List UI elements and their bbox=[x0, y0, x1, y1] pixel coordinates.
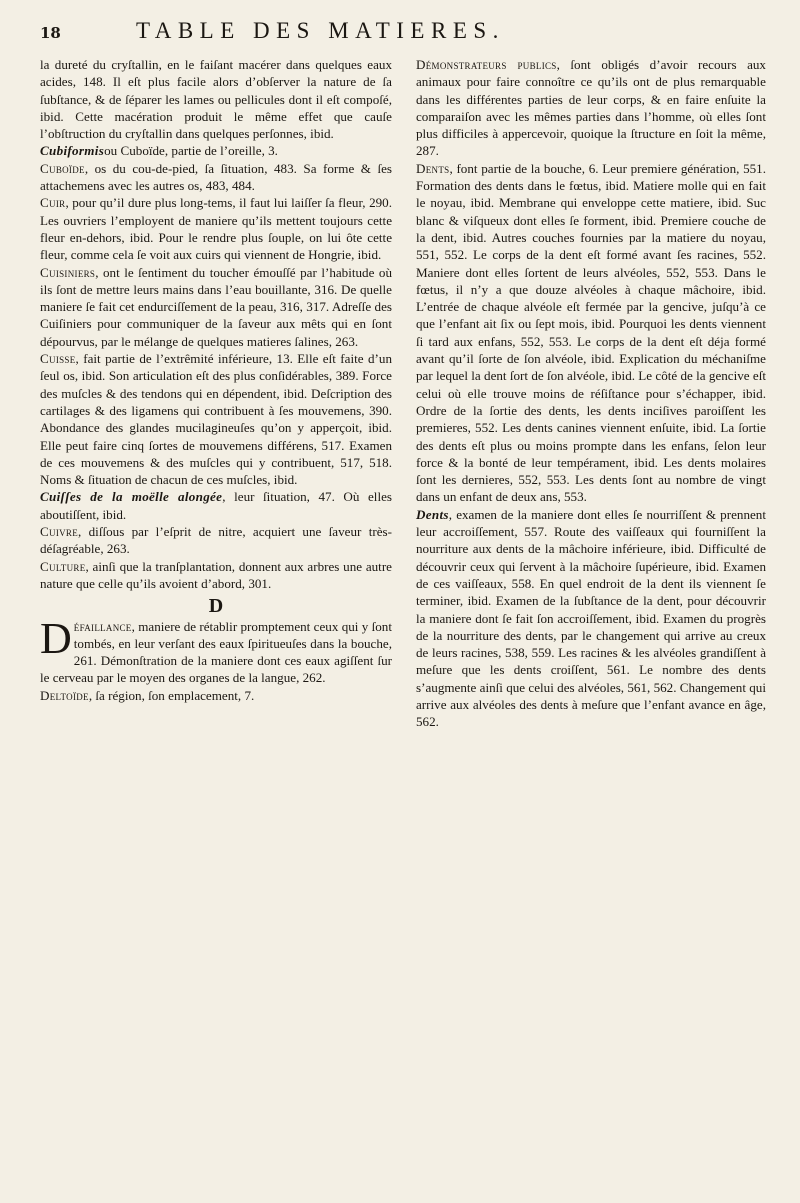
entry-heading: Cuiſſes de la moëlle alongée bbox=[40, 489, 223, 505]
entry-text: , diſſous par l’eſprit de nitre, acquiert une ſaveur très-déſagréable, 263. bbox=[40, 524, 392, 557]
entry-heading: Cuivre bbox=[40, 524, 79, 540]
entry-text: , os du cou-de-pied, ſa ſituation, 483. Sa forme & ſes attachemens avec les autres os, 483, 484. bbox=[40, 160, 392, 194]
entry-text: , leur ſituation, 47. Où elles aboutiſſent, ibid. bbox=[40, 489, 392, 522]
index-entry-dropcap bbox=[40, 613, 392, 687]
entry-heading: Démonstrateurs publics bbox=[416, 57, 557, 72]
section-letter: D bbox=[208, 595, 224, 618]
entry-heading: Dents bbox=[416, 506, 449, 522]
entry-text: ou Cuboïde, partie de l’oreille, 3. bbox=[104, 143, 278, 159]
index-entry bbox=[40, 56, 392, 142]
index-entry bbox=[416, 506, 766, 731]
entry-heading: Culture bbox=[40, 558, 86, 574]
entry-text: , fait partie de l’extrêmité inférieure, 13. Elle eſt faite d’un ſeul os, ibid. Son articulation eſt des plus conſidérables, 389. Force des muſcles & des tendons qui en dépendent, ibid. Deſcription des cartilages & des ligamens qui contribuent à ſes mouvemens, 390. Abondance des glandes mucilagineuſes qu’on y apperçoit, ibid. Elle peut faire cinq ſortes de mouvemens différens, 517. Examen de ces mouvemens & des muſcles qui y contribuent, 517, 518. Noms & ſituation de chacun de ces muſcles, ibid. bbox=[40, 351, 392, 488]
page-number: 18 bbox=[40, 24, 61, 42]
entry-text: , maniere de rétablir promptement ceux qui y ſont tombés, en leur verſant des eaux ſpiritueuſes dans la bouche, 261. Démonſtration de la maniere dont ces eaux agiſſent ſur le cerveau par le moyen des organes de la langue, 262. bbox=[40, 618, 392, 686]
entry-text: , examen de la maniere dont elles ſe nourriſſent & prennent leur accroiſſement, 557. Route des vaiſſeaux qui fourniſſent la nourriture aux dents de la mâchoire inférieure, ibid. Difficulté de découvrir ceux qui ſervent à la mâchoire ſupérieure, ibid. Examen de ces vaiſſeaux, 558. En quel endroit de la dent ils viennent ſe terminer, ibid. Examen de la ſubſtance de la dent, pour découvrir la maniere dont ſe fait ſon accroiſſement, ibid. Examen du progrès de la nourriture des dents, par le changement qui arrive au creux de leurs racines, 538, 559. Les racines & les alvéoles grandiſſent à meſure que les dents croiſſent, 561. Le nombre des dents s’augmente ainſi que celui des alvéoles, 561, 562. Changement qui arrive aux alvéoles des dents à meſure que l’enfant avance en âge, 562. bbox=[416, 506, 766, 730]
entry-text: , ainſi que la tranſplantation, donnent aux arbres une autre nature que celle qu’ils avoient d’abord, 301. bbox=[40, 558, 392, 591]
entry-heading: Dents bbox=[416, 160, 450, 176]
index-entry bbox=[416, 160, 766, 506]
entry-heading: éfaillance bbox=[73, 618, 132, 634]
right-column bbox=[416, 56, 766, 731]
index-entry bbox=[40, 488, 392, 523]
entry-heading: Cuisse bbox=[40, 351, 76, 367]
left-column bbox=[40, 56, 392, 704]
entry-heading: Deltoïde bbox=[40, 687, 89, 703]
entry-heading: Cubiformis bbox=[40, 143, 105, 159]
drop-cap: D bbox=[40, 613, 72, 663]
entry-heading: Cuboïde bbox=[40, 160, 85, 176]
index-entry bbox=[40, 523, 392, 558]
index-entry bbox=[40, 142, 392, 159]
entry-text: , pour qu’il dure plus long-tems, il faut lui laiſſer ſa fleur, 290. Les ouvriers l’employent de maniere qu’ils mettent toujours cette fleur en-dehors, ibid. Pour le rendre plus ſouple, on lui ôte cette fleur, comme cela ſe voit aux cuirs qui viennent de Hongrie, ibid. bbox=[40, 195, 392, 263]
index-entry bbox=[40, 264, 392, 350]
entry-text: , font partie de la bouche, 6. Leur premiere génération, 551. Formation des dents dans le fœtus, ibid. Matiere molle qui en fait le noyau, ibid. Membrane qui enveloppe cette matiere, ibid. Suc blanc & viſqueux dont elles ſe forment, ibid. Premiere couche de la dent, ibid. Autres couches fournies par la matiere du noyau, 551, 552. Le corps de la dent eſt formé avant ſes racines, 552. Maniere dont elles ſortent de leurs alvéoles, 552, 553. Dans le fœtus, il n’y a que douze alvéoles à chaque mâchoire, ibid. L’entrée de chaque alvéole eſt fermée par la gencive, juſqu’à ce que l’enfant ait ſix ou ſept mois, ibid. Pourquoi les dents viennent ſi tard aux enfans, 552, 553. Le corps de la dent eſt déja formé avant qu’il ſorte de ſon alvéole, ibid. Explication du méchaniſme par lequel la dent ſort de ſon alvéole, ibid. Le côté de la gencive eſt celui où elle trouve moins de réſiſtance pour s’échapper, ibid. Ordre de la ſortie des dents, les dents inciſives paroiſſent les premieres, 552. Les dents canines viennent enſuite, ibid. La ſortie des dents eſt plus ou moins prompte dans les enfans, ſelon leur force & la bonté de leur tempérament, ibid. Les dents molaires ſont les dernieres, 552, 553. Les dents ſont au nombre de vingt dans un enfant de deux ans, 553. bbox=[416, 160, 766, 505]
entry-text: , ont le ſentiment du toucher émouſſé par l’habitude où ils ſont de mettre leurs mains dans l’eau bouillante, 316. De quelle maniere ſe fait cet endurciſſement de la peau, 316, 317. Adreſſe des Cuiſiniers pour communiquer de la ſaveur aux mêts qui en ſont dépourvus, par le mélange de quelques matieres ſalines, 263. bbox=[40, 264, 392, 349]
index-entry bbox=[416, 56, 766, 160]
index-entry bbox=[40, 687, 392, 704]
running-title: TABLE DES MATIERES. bbox=[136, 18, 505, 43]
entry-text: , ſont obligés d’avoir recours aux animaux pour faire connoître ce qu’ils ont de plus remarquable dans les différentes parties de leur corps, & en faire enſuite la comparaiſon avec les mêmes parties dans l’homme, où elles ſont plus difficiles à appercevoir, quoique la ſtructure en ſoit la même, 287. bbox=[416, 57, 766, 159]
entry-heading: Cuisiniers bbox=[40, 264, 96, 280]
entry-text: , ſa région, ſon emplacement, 7. bbox=[88, 687, 255, 703]
entry-heading: Cuir bbox=[40, 195, 66, 211]
index-entry bbox=[40, 558, 392, 593]
entry-text: la dureté du cryſtallin, en le faiſant macérer dans quelques eaux acides, 148. Il eſt plus facile alors d’obſerver la nature de ſa ſubſtance, & de ſéparer les lames ou pellicules dont il eſt compoſé, ibid. Cette macération produit le même effet que cauſe l’obſtruction du cryſtallin dans quelques perſonnes, ibid. bbox=[40, 57, 392, 142]
index-entry bbox=[40, 194, 392, 263]
index-entry bbox=[40, 350, 392, 488]
page-header bbox=[40, 14, 764, 48]
index-entry bbox=[40, 160, 392, 195]
